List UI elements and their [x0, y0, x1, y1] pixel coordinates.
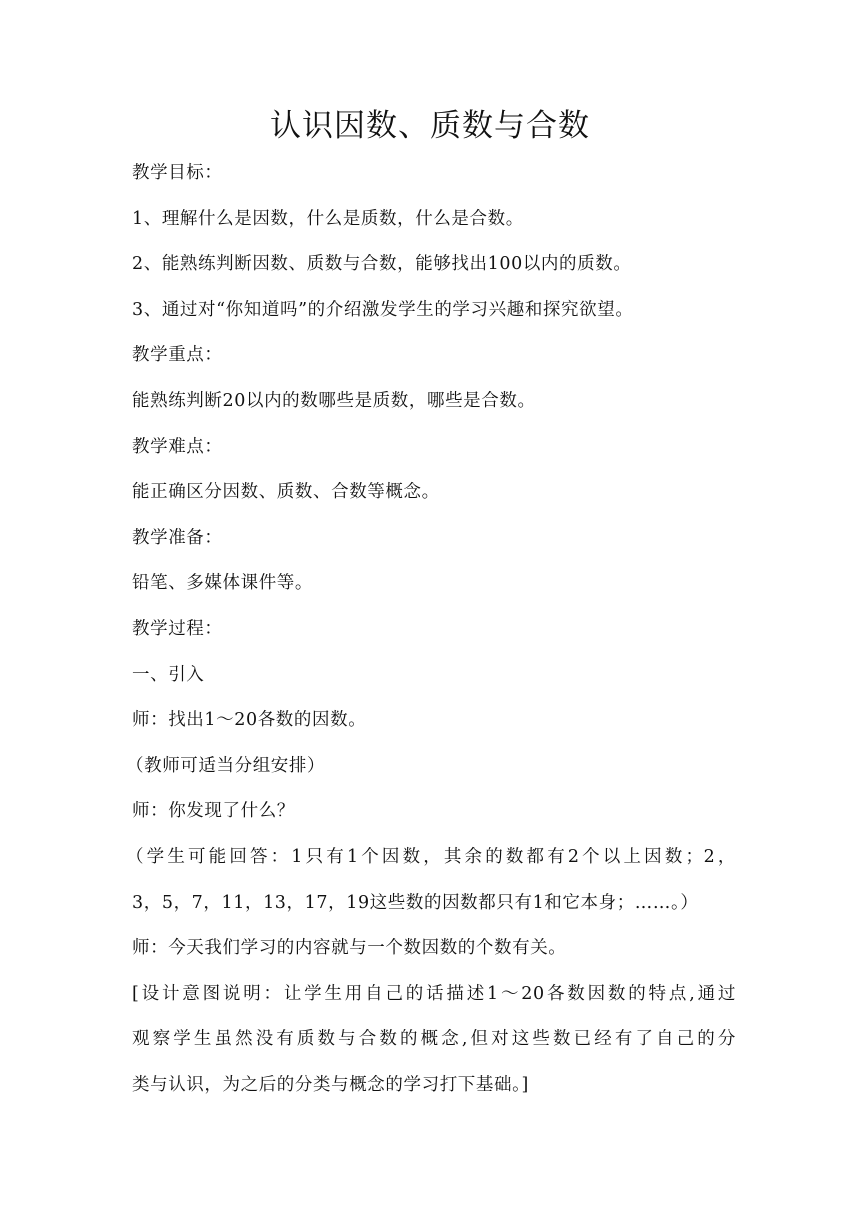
design-intent-line-1: [设计意图说明：让学生用自己的话描述1～20各数因数的特点,通过 [132, 983, 736, 1004]
process-step-intro: 一、引入 [132, 664, 205, 685]
preparation-text: 铅笔、多媒体课件等。 [132, 573, 313, 594]
student-answer-line-2: 3，5，7，11，13，17，19这些数的因数都只有1和它本身；……。） [132, 892, 699, 913]
teacher-line-2: 师：你发现了什么？ [132, 801, 295, 822]
section-heading-key-points: 教学重点： [132, 345, 223, 366]
document-title: 认识因数、质数与合数 [270, 108, 590, 144]
teacher-line-1: 师：找出1～20各数的因数。 [132, 710, 367, 731]
design-intent-line-2: 观察学生虽然没有质数与合数的概念,但对这些数已经有了自己的分 [132, 1029, 736, 1050]
student-answer-line-1: （学生可能回答：1只有1个因数，其余的数都有2个以上因数；2， [126, 846, 736, 867]
section-heading-process: 教学过程： [132, 618, 223, 639]
section-heading-objectives: 教学目标： [132, 163, 223, 183]
section-heading-preparation: 教学准备： [132, 527, 223, 548]
teacher-line-3: 师：今天我们学习的内容就与一个数因数的个数有关。 [132, 938, 567, 959]
objective-item-3: 3、通过对“你知道吗”的介绍激发学生的学习兴趣和探究欲望。 [132, 299, 634, 320]
difficulties-text: 能正确区分因数、质数、合数等概念。 [132, 482, 440, 503]
section-heading-difficulties: 教学难点： [132, 436, 223, 457]
objective-item-1: 1、理解什么是因数，什么是质数，什么是合数。 [132, 208, 524, 229]
teacher-note: （教师可适当分组安排） [126, 755, 326, 776]
document-body [126, 158, 736, 1115]
design-intent-line-3: 类与认识，为之后的分类与概念的学习打下基础。] [132, 1074, 529, 1095]
objective-item-2: 2、能熟练判断因数、质数与合数，能够找出100以内的质数。 [132, 254, 632, 275]
key-points-text: 能熟练判断20以内的数哪些是质数，哪些是合数。 [132, 390, 536, 411]
